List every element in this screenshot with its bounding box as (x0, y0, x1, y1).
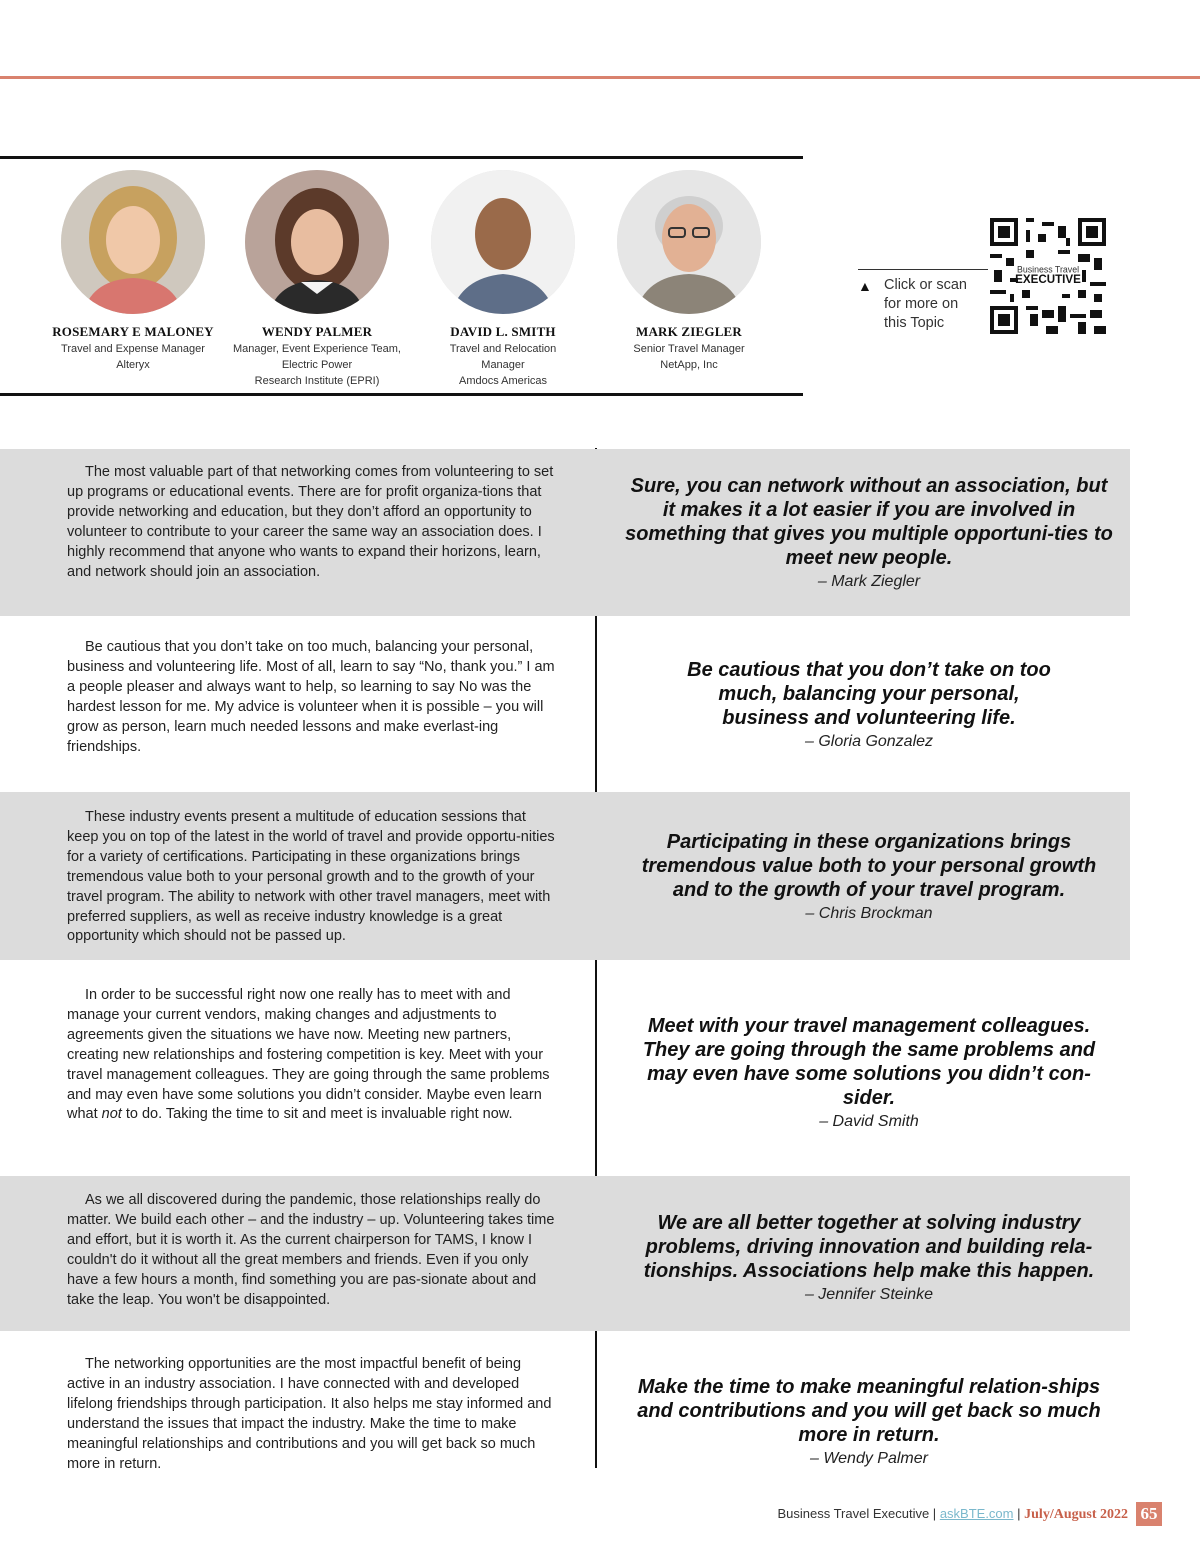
quote-attribution: – Mark Ziegler (817, 573, 921, 590)
quote-row (0, 616, 1130, 792)
quote-row (0, 792, 1130, 960)
profiles-bottom-rule (0, 393, 803, 396)
pull-quote (622, 830, 1116, 925)
person-role: Travel and Relocation Manager Amdocs Americas (449, 343, 557, 387)
body-text: Be cautious that you don’t take on too much, balancing your personal, business and volunteering life. Most of all, learn to say “No, thank you.” I am a people pleaser and always want to help, so learning to say No was the hardest lesson for me. My advice is volunteer when it is possible – you will grow as person, learn much needed lessons and make everlast-ing friendships. (67, 639, 555, 755)
pull-quote (622, 474, 1116, 593)
quote-row (0, 960, 1130, 1176)
person-role: Travel and Expense Manager Alteryx (61, 343, 205, 371)
person-role: Manager, Event Experience Team, Electric Power Research Institute (EPRI) (233, 343, 401, 387)
qr-callout-text: Click or scan (884, 277, 967, 293)
quote-text: Meet with your travel management colleagues. They are going through the same problems and may even have some solutions you didn’t con-sider. (642, 1015, 1096, 1109)
person-name: DAVID L. SMITH (450, 324, 556, 339)
avatar (431, 170, 575, 314)
person-name: ROSEMARY E MALONEY (52, 324, 214, 339)
body-text: The most valuable part of that networking comes from volunteering to set up programs or educational events. There are for profit organiza-tions that provide networking and education, but they don’t afford an opportunity to volunteer to contribute to your career the same way an association does. I highly recommend that anyone who wants to expand their horizons, learn, and network should join an association. (67, 464, 554, 580)
body-text: The networking opportunities are the most impactful benefit of being active in an industry association. I have connected with and developed lifelong friendships through participation. It also helps me stay informed and understand the issues that impact the industry. Make the time to make meaningful relationships and contributions and you will get back so much more in return. (67, 1356, 552, 1472)
portrait-photo (617, 170, 761, 314)
qr-logo-big: EXECUTIVE (1015, 272, 1081, 286)
portrait-photo (61, 170, 205, 314)
quote-attribution: – Wendy Palmer (810, 1450, 928, 1467)
pull-quote (622, 1211, 1116, 1306)
body-text: As we all discovered during the pandemic, those relationships really do matter. We build each other – and the industry – up. Volunteering takes time and effort, but it is worth it. As the current chairperson for TAMS, I know I couldn't do it without all the great members and friends. Even if you only have a few hours a month, find something you are pas-sionate about and take the leap. You won't be disappointed. (67, 1192, 555, 1308)
top-accent-rule (0, 76, 1200, 79)
person-name: WENDY PALMER (261, 324, 373, 339)
quote-text: Be cautious that you don’t take on too much, balancing your personal, business and volunteering life. (687, 659, 1051, 729)
portrait-photo (431, 170, 575, 314)
portrait-photo (245, 170, 389, 314)
website-link[interactable]: askBTE.com (939, 1506, 1014, 1521)
profile-david (408, 170, 598, 389)
qr-logo-small: Business Travel (1016, 264, 1080, 275)
quote-row (0, 449, 1130, 616)
quote-attribution: – Jennifer Steinke (804, 1286, 934, 1303)
quote-text: We are all better together at solving industry problems, driving innovation and building rela-tionships. Associations help make this happen. (643, 1212, 1095, 1282)
body-text: In order to be successful right now one really has to meet with and manage your current vendors, making changes and adjustments to agreements given the situations we have now. Meeting new partners, creating new relationships and fostering competition is key. Meet with your travel management colleagues. They are going through the same problems and may even have some solutions you didn’t consider. Maybe even learn what not to do. Taking the time to sit and meet is invaluable right now. (67, 987, 550, 1123)
person-role: Senior Travel Manager NetApp, Inc (633, 343, 745, 371)
avatar (617, 170, 761, 314)
pull-quote (622, 658, 1116, 753)
person-name: MARK ZIEGLER (635, 324, 743, 339)
quote-row (0, 1331, 1130, 1481)
profiles-top-rule (0, 156, 803, 159)
pull-quote (622, 1014, 1116, 1133)
quote-row (0, 1176, 1130, 1331)
pull-quote (622, 1375, 1116, 1470)
quote-text: Make the time to make meaningful relation-ships and contributions and you will get back so much more in return. (637, 1376, 1101, 1446)
quote-attribution: – Chris Brockman (805, 905, 933, 922)
quote-text: Sure, you can network without an association, but it makes it a lot easier if you are involved in something that gives you multiple opportuni-ties to meet new people. (625, 475, 1113, 569)
avatar (61, 170, 205, 314)
qr-code[interactable] (990, 218, 1106, 334)
body-text: These industry events present a multitude of education sessions that keep you on top of the latest in the world of travel and provide opportu-nities for a variety of certifications. Participating in these organizations brings tremendous value both to your personal growth and to the growth of your travel program. The ability to network with other travel managers, meet with preferred suppliers, as well as receive industry knowledge is a great opportunity which should not be passed up. (67, 809, 555, 945)
qr-callout[interactable]: ▲ Click or scan for more on this Topic (858, 276, 984, 333)
quote-attribution: – Gloria Gonzalez (804, 733, 934, 750)
profile-rosemary (38, 170, 228, 373)
profile-wendy (222, 170, 412, 389)
page-number: 65 (1136, 1502, 1162, 1526)
issue-date: July/August 2022 (1024, 1507, 1128, 1522)
page-footer: Business Travel Executive | askBTE.com | July/August 2022 (777, 1506, 1128, 1522)
avatar (245, 170, 389, 314)
publication-name: Business Travel Executive | (777, 1506, 937, 1521)
triangle-up-icon: ▲ (858, 278, 872, 294)
qr-callout-line (858, 269, 988, 270)
profile-mark (594, 170, 784, 373)
quote-text: Participating in these organizations brings tremendous value both to your personal growth and to the growth of your travel program. (641, 831, 1097, 901)
quote-attribution: – David Smith (819, 1113, 919, 1130)
